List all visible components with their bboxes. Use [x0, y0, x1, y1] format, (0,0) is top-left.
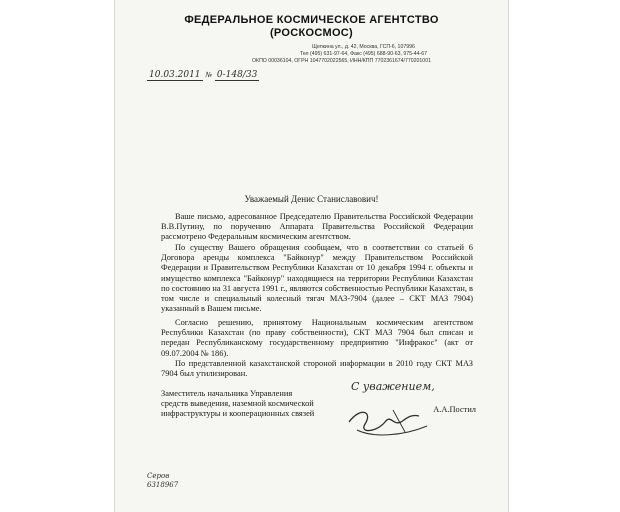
- signatory-title-line: инфраструктуры и кооперационных связей: [161, 409, 315, 419]
- paragraph-3: Согласно решению, принятому Национальным космическим агентством Республики Казахстан (по праву собственности), СКТ МАЗ 7904 был списан и передан Республиканскому государственному предприятию "Инфракос" (акт от 09.07.2004 № 186).: [161, 318, 473, 358]
- footer: [147, 472, 178, 490]
- org-address: Щепкина ул., д. 42, Москва, ГСП-6, 107996: [312, 44, 415, 50]
- org-abbrev: (РОСКОСМОС): [269, 27, 354, 39]
- org-phone: Тел (495) 631-97-64, Факс (495) 688-90-63, 975-44-67: [299, 51, 428, 57]
- reference-number-sign: №: [205, 71, 213, 79]
- signatory-title-line: Заместитель начальника Управления: [161, 389, 293, 398]
- reference-number: 0-148/33: [216, 70, 258, 80]
- paragraph-2: По существу Вашего обращения сообщаем, что в соответствии со статьей 6 Договора аренды комплекса "Байконур" между Правительством Российской Федерации и Правительством Республики Казахстан от 10 декабря 1994 г. объекты и имущество комплекса "Байконур" находящиеся на территории Республики Казахстан по состоянию на 31 августа 1991 г., являются собственностью Республики Казахстан, в том числе и специальный колесный тягач МАЗ-7904 (далее – СКТ МАЗ 7904) указанный в Вашем письме.: [161, 243, 473, 314]
- salutation: Уважаемый Денис Станиславович!: [244, 194, 379, 204]
- org-name: ФЕДЕРАЛЬНОЕ КОСМИЧЕСКОЕ АГЕНТСТВО: [184, 14, 439, 26]
- signatory-title: [161, 389, 361, 420]
- signatory-title-line: средств выведения, наземной космической: [161, 399, 314, 409]
- paragraph-1: Ваше письмо, адресованное Председателю Правительства Российской Федерации В.В.Путину, по поручению Аппарата Правительства Российской Федерации рассмотрено Федеральным космическим агентством.: [161, 212, 473, 242]
- reference-date: 10.03.2011: [149, 70, 201, 80]
- letter-page: [114, 0, 509, 512]
- org-codes: ОКПО 00036104, ОГРН 1047702022565, ИНН/КПП 7702361674/770201001: [252, 58, 431, 64]
- paragraph-4: По представленной казахстанской стороной информации в 2010 году СКТ МАЗ 7904 был утилизирован.: [161, 359, 473, 379]
- signatory-name: А.А.Постил: [433, 405, 476, 414]
- signature-scribble-icon: [343, 392, 433, 448]
- executor-name: Серов: [147, 472, 170, 480]
- handwritten-closing: С уважением,: [351, 380, 435, 393]
- reference-line: [147, 70, 259, 80]
- executor-phone: 6318967: [147, 481, 179, 489]
